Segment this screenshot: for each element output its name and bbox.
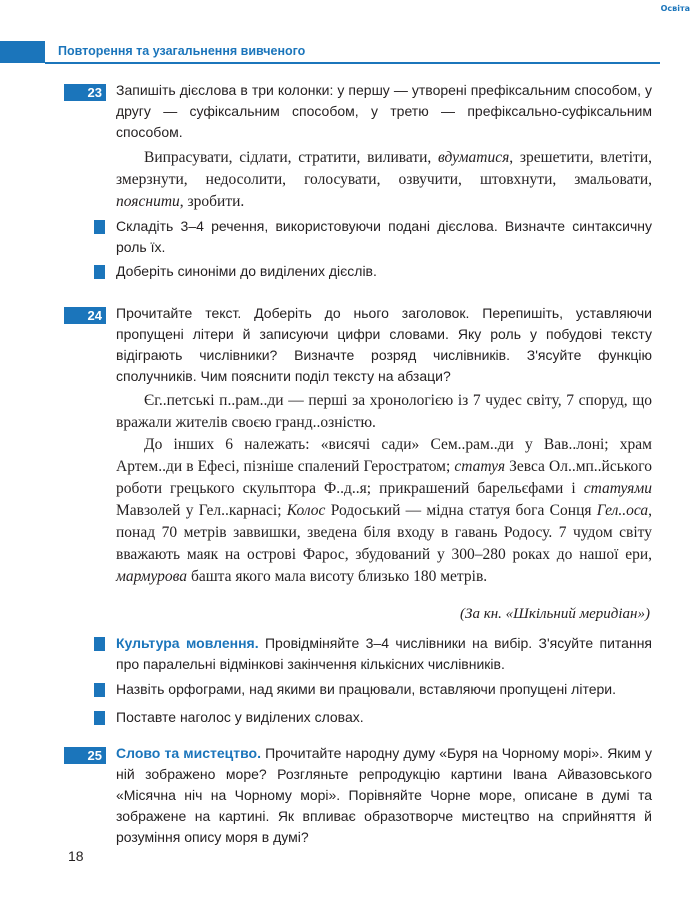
- task-23-sub-1: Складіть 3–4 речення, використовуючи подані дієслова. Визначте синтаксичну роль їх.: [116, 218, 652, 255]
- publisher-logo: Освіта: [660, 4, 690, 13]
- task-24-sub-2: Назвіть орфограми, над якими ви працювали, вставляючи пропущені літери.: [116, 681, 616, 697]
- header-rule: [45, 62, 660, 64]
- task-23-number: 23: [64, 84, 106, 101]
- task-25-instructions: Слово та мистецтво. Прочитайте народну думу «Буря на Чорному морі». Яким у ній зображено море? Розгляньте репродукцію картини Івана Айвазовського «Місячна ніч на Чорному морі». Порівняйте Чорне море, описане в думі та зображене на картині. Як впливає образотворче мистецтво на сприйняття й розуміння опису моря в думі?: [116, 745, 652, 845]
- task-24-sub-3: Поставте наголос у виділених словах.: [116, 709, 364, 725]
- task-24-sub-1: Культура мовлення. Провідміняйте 3–4 числівники на вибір. З'ясуйте питання про паралельні відмінкові закінчення кількісних числівників.: [116, 635, 652, 672]
- task-24-number: 24: [64, 307, 106, 324]
- header-bar: [0, 41, 45, 63]
- text-source: (За кн. «Шкільний меридіан»): [460, 606, 650, 622]
- task-24-text-paragraph-1: Єг..петські п..рам..ди — перші за хронологією із 7 чудес світу, 7 споруд, що вражали жителів своєю гранд..озністю.: [116, 392, 652, 431]
- page-number: 18: [68, 848, 84, 864]
- task-23-sub-2: Доберіть синоніми до виділених дієслів.: [116, 263, 377, 279]
- bullet-marker: [94, 683, 105, 697]
- task-24-instructions: Прочитайте текст. Доберіть до нього заголовок. Перепишіть, уставляючи пропущені літери й записуючи цифри словами. Яку роль у побудові тексту відіграють числівники? Визначте розряд числівників. З'ясуйте функцію сполучників. Чим пояснити поділ тексту на абзаци?: [116, 305, 652, 384]
- bullet-marker: [94, 637, 105, 651]
- section-title: Повторення та узагальнення вивченого: [58, 44, 306, 58]
- bullet-marker: [94, 265, 105, 279]
- bullet-marker: [94, 711, 105, 725]
- task-25-number: 25: [64, 747, 106, 764]
- section-header: [0, 41, 700, 63]
- bullet-marker: [94, 220, 105, 234]
- task-23-word-list: Випрасувати, сідлати, стратити, виливати, вдуматися, зрешетити, влетіти, змерзнути, недосолити, голосувати, озвучити, штовхнути, змальовати, пояснити, зробити.: [116, 149, 652, 210]
- task-23-instructions: Запишіть дієслова в три колонки: у першу — утворені префіксальним способом, у другу — суфіксальним способом, у третю — префіксально-суфіксальним способом.: [116, 82, 652, 140]
- task-24-text-paragraph-2: До інших 6 належать: «висячі сади» Сем..рам..ди у Вав..лоні; храм Артем..ди в Ефесі, пізніше спалений Геростратом; статуя Зевса Ол..мп..йського роботи грецького скульптора Ф..д..я; прикрашений барельєфами і статуями Мавзолей у Гел..карнасі; Колос Родоський — мідна статуя бога Сонця Гел..оса, понад 70 метрів заввишки, зведена біля входу в гавань Родосу. 7 чудом світу вважають маяк на острові Фарос, збудований у 300–280 роках до нашої ери, мармурова башта якого мала висоту близько 180 метрів.: [116, 436, 653, 585]
